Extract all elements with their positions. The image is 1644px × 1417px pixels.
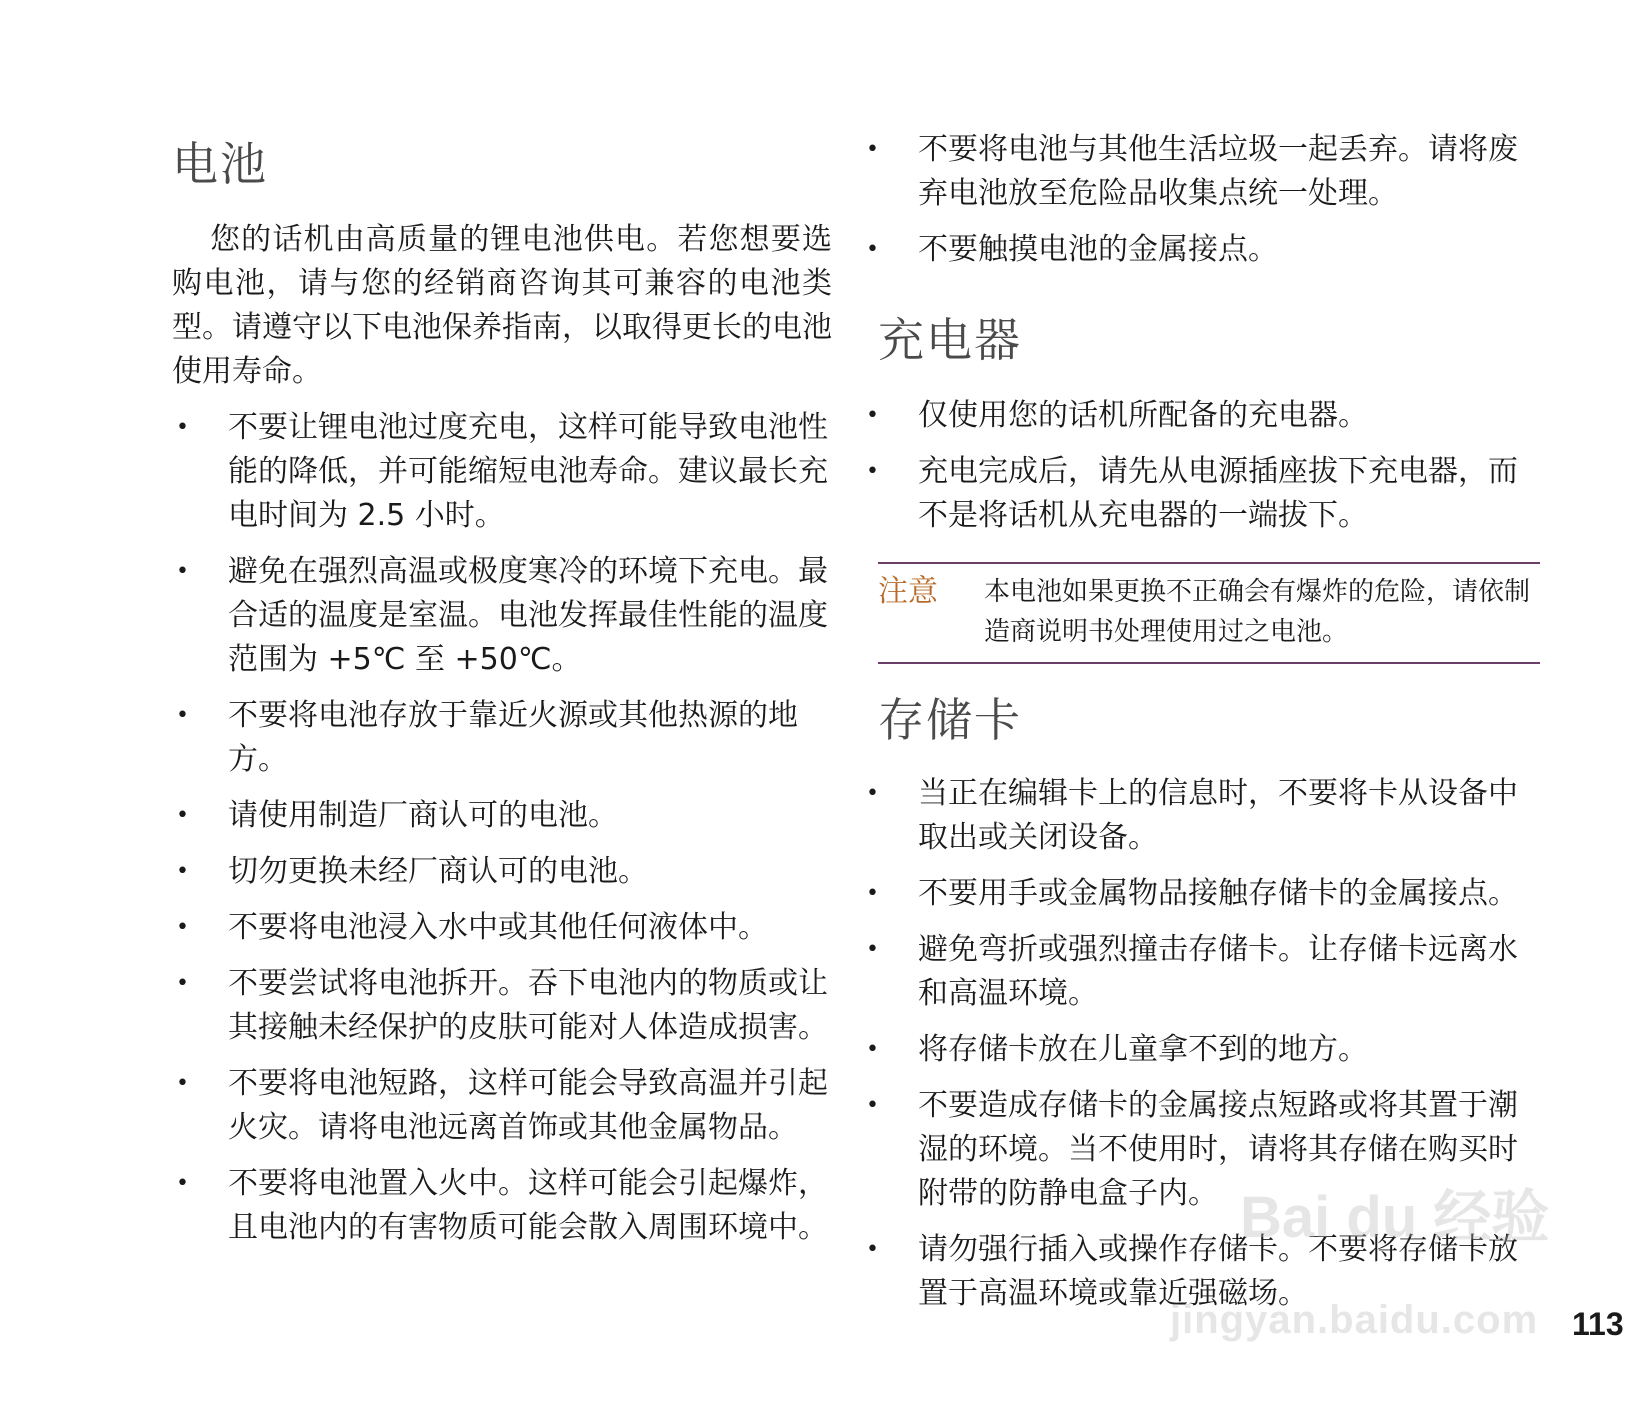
list-item [172, 794, 832, 838]
list-item [172, 962, 832, 1050]
memory-card-bullet-list [862, 772, 1540, 1328]
list-item [862, 1028, 1540, 1072]
bullet-dot-icon: • [866, 403, 879, 428]
list-item [172, 406, 832, 538]
page-number: 113 [1572, 1306, 1624, 1342]
bullet-dot-icon: • [176, 703, 189, 728]
list-item-text: 不要造成存储卡的金属接点短路或将其置于潮湿的环境。当不使用时，请将其存储在购买时附带的防静电盒子内。 [918, 1088, 1518, 1211]
bullet-dot-icon: • [176, 803, 189, 828]
list-item-text: 不要触摸电池的金属接点。 [918, 232, 1278, 267]
bullet-dot-icon: • [866, 937, 879, 962]
list-item-text: 不要将电池与其他生活垃圾一起丢弃。请将废弃电池放至危险品收集点统一处理。 [918, 132, 1518, 211]
bullet-dot-icon: • [866, 1037, 879, 1062]
list-item [172, 1162, 832, 1250]
list-item [172, 694, 832, 782]
bullet-dot-icon: • [866, 1237, 879, 1262]
list-item-text: 避免在强烈高温或极度寒冷的环境下充电。最合适的温度是室温。电池发挥最佳性能的温度范围为 +5℃ 至 +50℃。 [228, 554, 828, 677]
bullet-dot-icon: • [866, 1093, 879, 1118]
bullet-dot-icon: • [866, 459, 879, 484]
list-item [172, 550, 832, 682]
note-box [878, 562, 1540, 664]
bullet-dot-icon: • [866, 137, 879, 162]
battery-bullet-list [172, 406, 832, 1262]
list-item [862, 1084, 1540, 1216]
bullet-dot-icon: • [866, 781, 879, 806]
list-item-text: 避免弯折或强烈撞击存储卡。让存储卡远离水和高温环境。 [918, 932, 1518, 1011]
bullet-dot-icon: • [176, 915, 189, 940]
list-item-text: 不要将电池浸入水中或其他任何液体中。 [228, 910, 768, 945]
list-item [862, 772, 1540, 860]
bullet-dot-icon: • [176, 559, 189, 584]
list-item [862, 450, 1540, 538]
list-item [862, 1228, 1540, 1316]
list-item-text: 不要让锂电池过度充电，这样可能导致电池性能的降低，并可能缩短电池寿命。建议最长充电时间为 2.5 小时。 [228, 410, 828, 533]
memory-card-heading: 存储卡 [878, 693, 1022, 747]
bullet-dot-icon: • [176, 971, 189, 996]
list-item-text: 不要尝试将电池拆开。吞下电池内的物质或让其接触未经保护的皮肤可能对人体造成损害。 [228, 966, 828, 1045]
list-item [172, 850, 832, 894]
list-item-text: 当正在编辑卡上的信息时，不要将卡从设备中取出或关闭设备。 [918, 776, 1518, 855]
list-item [172, 906, 832, 950]
list-item-text: 不要用手或金属物品接触存储卡的金属接点。 [918, 876, 1518, 911]
bullet-dot-icon: • [866, 237, 879, 262]
list-item [862, 128, 1540, 216]
list-item-text: 不要将电池存放于靠近火源或其他热源的地方。 [228, 698, 798, 777]
charger-heading: 充电器 [878, 313, 1022, 367]
list-item-text: 请勿强行插入或操作存储卡。不要将存储卡放置于高温环境或靠近强磁场。 [918, 1232, 1518, 1311]
battery-heading: 电池 [172, 137, 268, 191]
list-item [862, 394, 1540, 438]
bullet-dot-icon: • [866, 881, 879, 906]
list-item-text: 仅使用您的话机所配备的充电器。 [918, 398, 1368, 433]
watermark-url: jingyan.baidu.com [1170, 1298, 1539, 1342]
note-label: 注意 [878, 574, 938, 609]
list-item [862, 872, 1540, 916]
bullet-dot-icon: • [176, 1171, 189, 1196]
list-item-text: 切勿更换未经厂商认可的电池。 [228, 854, 648, 889]
list-item-text: 将存储卡放在儿童拿不到的地方。 [918, 1032, 1368, 1067]
bullet-dot-icon: • [176, 1071, 189, 1096]
list-item [172, 1062, 832, 1150]
watermark-logo: Bai du 经验 [1240, 1185, 1550, 1250]
battery-intro: 您的话机由高质量的锂电池供电。若您想要选购电池，请与您的经销商咨询其可兼容的电池类型。请遵守以下电池保养指南，以取得更长的电池使用寿命。 [172, 222, 832, 389]
list-item-text: 请使用制造厂商认可的电池。 [228, 798, 618, 833]
note-text: 本电池如果更换不正确会有爆炸的危险，请依制造商说明书处理使用过之电池。 [984, 577, 1531, 647]
bullet-dot-icon: • [176, 415, 189, 440]
bullet-dot-icon: • [176, 859, 189, 884]
list-item-text: 充电完成后，请先从电源插座拔下充电器，而不是将话机从充电器的一端拔下。 [918, 454, 1518, 533]
list-item-text: 不要将电池短路，这样可能会导致高温并引起火灾。请将电池远离首饰或其他金属物品。 [228, 1066, 828, 1145]
list-item-text: 不要将电池置入火中。这样可能会引起爆炸，且电池内的有害物质可能会散入周围环境中。 [228, 1166, 828, 1245]
battery-bullet-list-continued [862, 128, 1540, 284]
list-item [862, 928, 1540, 1016]
list-item [862, 228, 1540, 272]
charger-bullet-list [862, 394, 1540, 550]
